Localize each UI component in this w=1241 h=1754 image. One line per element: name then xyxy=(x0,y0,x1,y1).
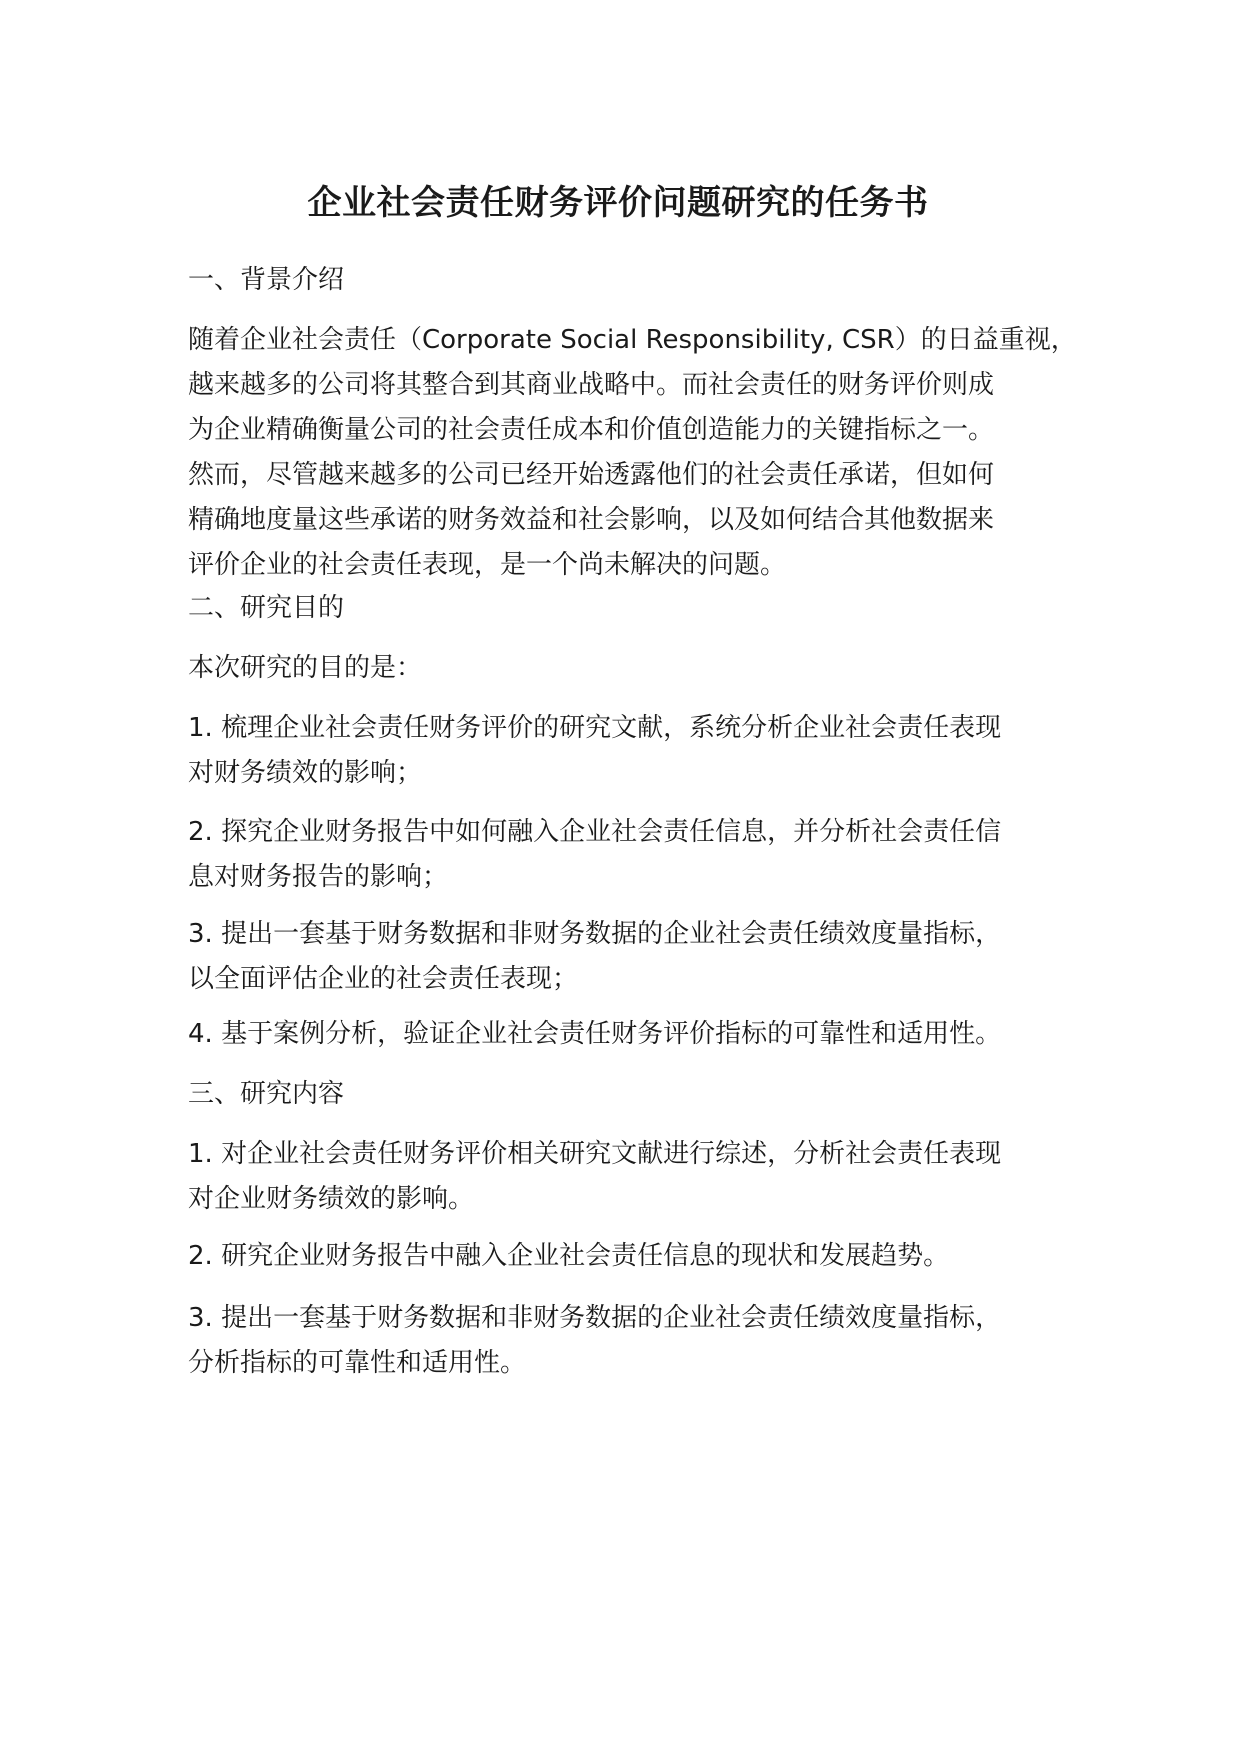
objective-item xyxy=(188,810,1048,900)
objectives-intro: 本次研究的目的是： xyxy=(188,653,423,683)
list-item-line: 3. 提出一套基于财务数据和非财务数据的企业社会责任绩效度量指标， xyxy=(188,1303,1002,1333)
list-item-line: 2. 探究企业财务报告中如何融入企业社会责任信息，并分析社会责任信 xyxy=(188,817,1002,847)
content-item xyxy=(188,1132,1048,1222)
paragraph-line: 精确地度量这些承诺的财务效益和社会影响，以及如何结合其他数据来 xyxy=(188,505,995,535)
content-item xyxy=(188,1296,1048,1386)
list-item-line: 1. 梳理企业社会责任财务评价的研究文献，系统分析企业社会责任表现 xyxy=(188,713,1002,743)
document-title: 企业社会责任财务评价问题研究的任务书 xyxy=(307,183,929,223)
list-item-line: 对企业财务绩效的影响。 xyxy=(188,1184,475,1214)
section-heading-background: 一、背景介绍 xyxy=(188,265,345,295)
paragraph-line: 评价企业的社会责任表现，是一个尚未解决的问题。 xyxy=(188,550,787,580)
list-item-line: 息对财务报告的影响； xyxy=(188,862,449,892)
objective-item xyxy=(188,912,1048,1002)
list-item-line: 1. 对企业社会责任财务评价相关研究文献进行综述，分析社会责任表现 xyxy=(188,1139,1002,1169)
section-heading-content: 三、研究内容 xyxy=(188,1079,345,1109)
list-item-line: 3. 提出一套基于财务数据和非财务数据的企业社会责任绩效度量指标， xyxy=(188,919,1002,949)
content-item xyxy=(188,1234,1048,1279)
paragraph-line: 越来越多的公司将其整合到其商业战略中。而社会责任的财务评价则成 xyxy=(188,370,995,400)
section-heading-objectives: 二、研究目的 xyxy=(188,593,345,623)
paragraph-line: 然而，尽管越来越多的公司已经开始透露他们的社会责任承诺，但如何 xyxy=(188,460,995,490)
objective-item xyxy=(188,706,1048,796)
paragraph-line: 为企业精确衡量公司的社会责任成本和价值创造能力的关键指标之一。 xyxy=(188,415,995,445)
list-item-line: 分析指标的可靠性和适用性。 xyxy=(188,1348,527,1378)
list-item-line: 对财务绩效的影响； xyxy=(188,758,423,788)
list-item-line: 以全面评估企业的社会责任表现； xyxy=(188,964,579,994)
paragraph-line: 随着企业社会责任（Corporate Social Responsibility, CSR）的日益重视， xyxy=(188,325,1077,355)
objective-item xyxy=(188,1012,1048,1057)
background-paragraph xyxy=(188,318,1077,588)
list-item-line: 4. 基于案例分析，验证企业社会责任财务评价指标的可靠性和适用性。 xyxy=(188,1019,1002,1049)
list-item-line: 2. 研究企业财务报告中融入企业社会责任信息的现状和发展趋势。 xyxy=(188,1241,950,1271)
